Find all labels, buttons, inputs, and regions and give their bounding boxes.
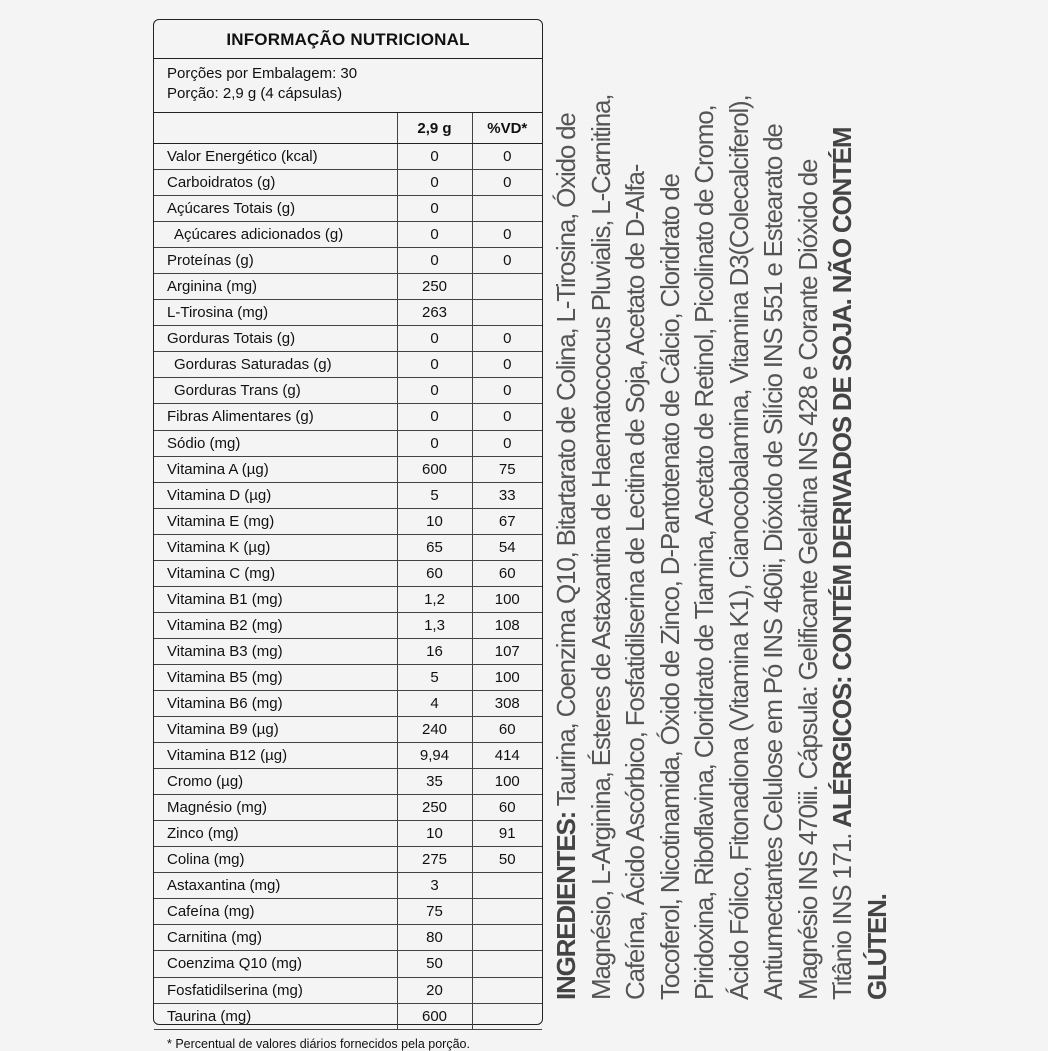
nutrient-dv: 67: [472, 508, 542, 534]
nutrient-name: Vitamina D (µg): [154, 482, 397, 508]
nutrient-name: Açúcares adicionados (g): [154, 222, 397, 248]
nutrient-name: Vitamina A (µg): [154, 456, 397, 482]
nutrition-row: [154, 482, 542, 508]
nutrition-row: [154, 326, 542, 352]
nutrition-header-row: [154, 113, 542, 144]
nutrient-dv: 50: [472, 847, 542, 873]
nutrient-name: Gorduras Saturadas (g): [154, 352, 397, 378]
ingredients-heading: INGREDIENTES:: [551, 811, 581, 1000]
nutrition-row: [154, 612, 542, 638]
nutrient-name: Açúcares Totais (g): [154, 196, 397, 222]
nutrient-amount: 250: [397, 795, 472, 821]
nutrient-name: L-Tirosina (mg): [154, 300, 397, 326]
nutrient-amount: 0: [397, 196, 472, 222]
header-amount: 2,9 g: [397, 113, 472, 144]
nutrient-dv: 414: [472, 743, 542, 769]
nutrient-name: Taurina (mg): [154, 1003, 397, 1029]
nutrient-name: Vitamina B12 (µg): [154, 743, 397, 769]
ingredients-list: Taurina, Coenzima Q10, Bitartarato de Colina, L-Tirosina, Óxido de Magnésio, L-Arginina, Ésteres de Astaxantina de Haematococcus Pluvialis, L-Carnitina, Cafeína, Ácido Ascórbico, Fosfatidilserina de Lecitina de Soja, Acetato de D-Alfa-Tocoferol, Nicotinamida, Óxido de Zinco, D-Pantotenato de Cálcio, Cloridrato de Piridoxina, Riboflavina, Cloridrato de Tiamina, Acetato de Retinol, Picolinato de Cromo, Ácido Fólico, Fitonadiona (Vitamina K1), Cianocobalamina, Vitamina D3(Colecalciferol), Antiumectantes Celulose em Pó INS 460ii, Dióxido de Silício INS 551 e Estearato de Magnésio INS 470iii. Cápsula: Gelificante Gelatina INS 428 e Corante Dióxido de Titânio INS 171.: [551, 94, 857, 1000]
nutrient-dv: 0: [472, 144, 542, 170]
nutrient-amount: 10: [397, 508, 472, 534]
nutrient-dv: [472, 925, 542, 951]
nutrient-dv: [472, 1003, 542, 1029]
nutrient-amount: 5: [397, 482, 472, 508]
nutrient-dv: [472, 951, 542, 977]
nutrient-amount: 0: [397, 352, 472, 378]
nutrient-dv: 108: [472, 612, 542, 638]
nutrient-dv: 60: [472, 560, 542, 586]
nutrition-row: [154, 534, 542, 560]
nutrient-amount: 250: [397, 274, 472, 300]
nutrient-name: Vitamina B9 (µg): [154, 717, 397, 743]
nutrition-row: [154, 586, 542, 612]
nutrient-dv: [472, 274, 542, 300]
nutrient-dv: 60: [472, 717, 542, 743]
nutrient-dv: 91: [472, 821, 542, 847]
nutrient-name: Coenzima Q10 (mg): [154, 951, 397, 977]
nutrition-row: [154, 847, 542, 873]
nutrient-name: Fibras Alimentares (g): [154, 404, 397, 430]
nutrient-amount: 65: [397, 534, 472, 560]
nutrition-row: [154, 300, 542, 326]
nutrient-dv: [472, 196, 542, 222]
nutrient-dv: 0: [472, 326, 542, 352]
nutrient-amount: 75: [397, 899, 472, 925]
nutrient-name: Cafeína (mg): [154, 899, 397, 925]
footnote: * Percentual de valores diários fornecidos pela porção.: [167, 1036, 470, 1051]
nutrient-dv: 33: [472, 482, 542, 508]
nutrient-dv: 100: [472, 664, 542, 690]
nutrient-dv: [472, 977, 542, 1003]
nutrient-amount: 263: [397, 300, 472, 326]
nutrient-dv: 107: [472, 638, 542, 664]
serving-size: Porção: 2,9 g (4 cápsulas): [167, 85, 343, 102]
nutrient-name: Gorduras Trans (g): [154, 378, 397, 404]
nutrient-dv: [472, 873, 542, 899]
header-blank: [154, 113, 397, 144]
nutrient-dv: 100: [472, 769, 542, 795]
nutrient-name: Magnésio (mg): [154, 795, 397, 821]
nutrient-dv: 0: [472, 352, 542, 378]
nutrient-amount: 600: [397, 456, 472, 482]
nutrient-amount: 240: [397, 717, 472, 743]
nutrient-amount: 0: [397, 248, 472, 274]
nutrient-name: Arginina (mg): [154, 274, 397, 300]
nutrient-dv: 0: [472, 248, 542, 274]
nutrient-amount: 275: [397, 847, 472, 873]
nutrient-name: Astaxantina (mg): [154, 873, 397, 899]
nutrient-amount: 3: [397, 873, 472, 899]
nutrient-amount: 16: [397, 638, 472, 664]
nutrient-name: Vitamina B5 (mg): [154, 664, 397, 690]
nutrient-name: Cromo (µg): [154, 769, 397, 795]
header-dv: %VD*: [472, 113, 542, 144]
nutrition-row: [154, 560, 542, 586]
nutrient-name: Gorduras Totais (g): [154, 326, 397, 352]
nutrition-row: [154, 508, 542, 534]
nutrition-row: [154, 378, 542, 404]
nutrient-name: Colina (mg): [154, 847, 397, 873]
nutrient-name: Vitamina K (µg): [154, 534, 397, 560]
nutrient-amount: 20: [397, 977, 472, 1003]
nutrition-row: [154, 769, 542, 795]
nutrient-dv: 0: [472, 378, 542, 404]
nutrition-row: [154, 196, 542, 222]
nutrition-row: [154, 795, 542, 821]
servings-info: [154, 59, 542, 113]
nutrient-amount: 9,94: [397, 743, 472, 769]
nutrient-amount: 0: [397, 430, 472, 456]
nutrient-dv: 0: [472, 170, 542, 196]
nutrient-name: Vitamina E (mg): [154, 508, 397, 534]
nutrition-title: INFORMAÇÃO NUTRICIONAL: [154, 20, 542, 59]
nutrient-amount: 50: [397, 951, 472, 977]
nutrient-amount: 35: [397, 769, 472, 795]
nutrition-row: [154, 951, 542, 977]
nutrient-amount: 0: [397, 378, 472, 404]
nutrient-amount: 1,3: [397, 612, 472, 638]
nutrition-row: [154, 925, 542, 951]
nutrient-dv: 60: [472, 795, 542, 821]
nutrient-dv: [472, 300, 542, 326]
servings-per-package: Porções por Embalagem: 30: [167, 65, 358, 82]
nutrient-name: Vitamina B1 (mg): [154, 586, 397, 612]
nutrition-row: [154, 821, 542, 847]
nutrition-row: [154, 170, 542, 196]
nutrient-name: Vitamina B6 (mg): [154, 690, 397, 716]
nutrient-amount: 0: [397, 222, 472, 248]
nutrition-row: [154, 977, 542, 1003]
nutrient-dv: 75: [472, 456, 542, 482]
nutrition-row: [154, 274, 542, 300]
nutrition-table: [154, 113, 542, 1030]
nutrition-row: [154, 873, 542, 899]
nutrition-row: [154, 430, 542, 456]
nutrition-row: [154, 717, 542, 743]
nutrition-row: [154, 248, 542, 274]
allergens-statement: ALÉRGICOS: CONTÉM DERIVADOS DE SOJA.: [827, 299, 857, 828]
nutrient-dv: 0: [472, 430, 542, 456]
nutrient-amount: 80: [397, 925, 472, 951]
nutrition-row: [154, 222, 542, 248]
nutrition-row: [154, 638, 542, 664]
nutrient-dv: 0: [472, 404, 542, 430]
nutrient-name: Fosfatidilserina (mg): [154, 977, 397, 1003]
nutrient-name: Valor Energético (kcal): [154, 144, 397, 170]
nutrient-amount: 0: [397, 404, 472, 430]
nutrient-dv: 54: [472, 534, 542, 560]
nutrient-amount: 1,2: [397, 586, 472, 612]
nutrient-dv: 308: [472, 690, 542, 716]
nutrition-row: [154, 352, 542, 378]
nutrient-name: Vitamina C (mg): [154, 560, 397, 586]
nutrient-name: Carnitina (mg): [154, 925, 397, 951]
nutrition-row: [154, 664, 542, 690]
nutrition-row: [154, 743, 542, 769]
nutrient-name: Vitamina B3 (mg): [154, 638, 397, 664]
nutrient-amount: 5: [397, 664, 472, 690]
nutrient-dv: 0: [472, 222, 542, 248]
ingredients-text: [549, 90, 909, 1000]
nutrient-amount: 0: [397, 144, 472, 170]
nutrient-name: Sódio (mg): [154, 430, 397, 456]
nutrient-name: Proteínas (g): [154, 248, 397, 274]
nutrition-row: [154, 690, 542, 716]
nutrient-amount: 60: [397, 560, 472, 586]
nutrition-row: [154, 456, 542, 482]
gluten-statement: NÃO CONTÉM GLÚTEN.: [827, 127, 892, 1000]
nutrient-name: Zinco (mg): [154, 821, 397, 847]
nutrition-row: [154, 899, 542, 925]
nutrient-amount: 10: [397, 821, 472, 847]
nutrient-amount: 4: [397, 690, 472, 716]
nutrient-dv: 100: [472, 586, 542, 612]
nutrition-row: [154, 404, 542, 430]
nutrient-amount: 0: [397, 170, 472, 196]
nutrition-row: [154, 144, 542, 170]
nutrient-name: Carboidratos (g): [154, 170, 397, 196]
nutrition-row: [154, 1003, 542, 1029]
nutrient-amount: 600: [397, 1003, 472, 1029]
nutrient-amount: 0: [397, 326, 472, 352]
nutrition-facts-panel: [153, 19, 543, 1051]
nutrient-dv: [472, 899, 542, 925]
nutrient-name: Vitamina B2 (mg): [154, 612, 397, 638]
